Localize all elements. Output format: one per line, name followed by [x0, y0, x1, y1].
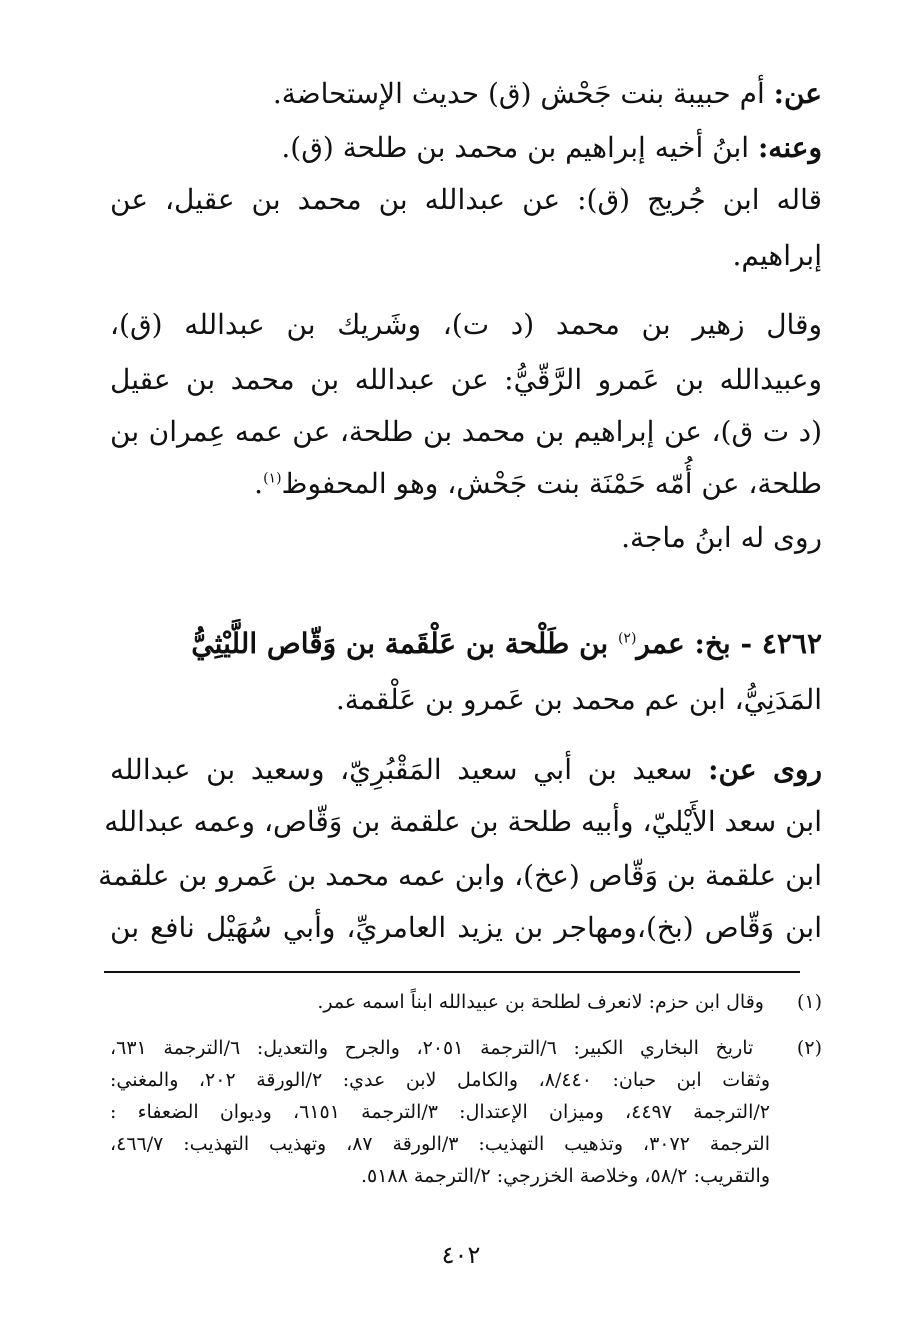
- footnote-2-line: وثقات ابن حبان: ٨/٤٤٠، والكامل لابن عدي: ٢/الورقة ٢٠٢، والمغني:: [110, 1069, 770, 1091]
- footnote-1-number: (١): [796, 991, 822, 1013]
- rawa-an-text: سعيد بن أبي سعيد المَقْبُرِيّ، وسعيد بن عبدالله: [110, 753, 693, 786]
- text-line: ابن سعد الأَيْليّ، وأبيه طلحة بن علقمة بن وَقّاص، وعمه عبدالله: [104, 805, 822, 838]
- entry-heading-part2: بن طَلْحة بن عَلْقَمة بن وَقّاص اللَّيْثِيُّ: [191, 627, 618, 660]
- narrated-from-line: [110, 74, 822, 114]
- narrators-from-him-line: [110, 128, 822, 168]
- footnote-2-text: تاريخ البخاري الكبير: ٦/الترجمة ٢٠٥١، والجرح والتعديل: ٦/الترجمة ٦٣١،: [110, 1037, 754, 1059]
- footnote-2-line: والتقريب: ٥٨/٢، وخلاصة الخزرجي: ٢/الترجمة ٥١٨٨.: [360, 1165, 770, 1187]
- text-line: وعبيدالله بن عَمرو الرَّقّيُّ: عن عبدالله بن محمد بن عقيل: [110, 363, 822, 396]
- page-number: ٤٠٢: [441, 1241, 481, 1269]
- text-segment: طلحة، عن أُمّه حَمْنَة بنت جَحْش، وهو المحفوظ: [281, 467, 822, 500]
- narrated-from-text: أم حبيبة بنت جَحْش (ق) حديث الإستحاضة.: [272, 77, 765, 110]
- text-line: ابن علقمة بن وَقّاص (عخ)، وابن عمه محمد بن عَمرو بن علقمة: [98, 859, 822, 892]
- text-line: وقال زهير بن محمد (د ت)، وشَريك بن عبدالله (ق)،: [110, 308, 822, 341]
- text-line: إبراهيم.: [732, 239, 822, 272]
- rawa-lahu-line: روى له ابنُ ماجة.: [621, 521, 822, 554]
- footnote-separator: [104, 971, 800, 973]
- footnote-2-line: الترجمة ٣٠٧٢، وتذهيب التهذيب: ٣/الورقة ٨٧، وتهذيب التهذيب: ٤٦٦/٧،: [110, 1133, 770, 1155]
- narrators-from-him-text: ابنُ أخيه إبراهيم بن محمد بن طلحة (ق).: [281, 131, 750, 164]
- entry-heading-line2: المَدَنِيُّ، ابن عم محمد بن عَمرو بن عَلْقمة.: [335, 683, 822, 716]
- text-segment-end: .: [254, 467, 264, 500]
- footnote-1-text: وقال ابن حزم: لانعرف لطلحة بن عبيدالله ابناً اسمه عمر.: [317, 991, 764, 1013]
- text-line-with-footnote: [110, 464, 822, 504]
- footnote-1: [110, 988, 822, 1016]
- text-line: قاله ابن جُريج (ق): عن عبدالله بن محمد بن عقيل، عن: [110, 183, 822, 216]
- entry-heading: [110, 624, 822, 664]
- rawa-an-line: [110, 750, 822, 790]
- footnote-ref-1: (١): [263, 470, 282, 487]
- narrated-from-label: عن:: [773, 77, 822, 110]
- footnote-ref-2: (٢): [617, 630, 637, 647]
- rawa-an-label: روى عن:: [708, 753, 822, 786]
- footnote-2-number: (٢): [796, 1037, 822, 1059]
- text-line: ابن وَقّاص (بخ)،ومهاجر بن يزيد العامريِّ، وأبي سُهَيْل نافع بن: [110, 911, 822, 944]
- entry-heading-part1: ٤٢٦٢ - بخ: عمر: [636, 627, 822, 660]
- footnote-2-line: ٢/الترجمة ٤٤٩٧، وميزان الإعتدال: ٣/الترجمة ٦١٥١، وديوان الضعفاء :: [110, 1101, 770, 1123]
- text-line: (د ت ق)، عن إبراهيم بن محمد بن طلحة، عن عمه عِمران بن: [110, 415, 822, 448]
- footnote-2: [110, 1034, 822, 1062]
- narrators-from-him-label: وعنه:: [757, 131, 822, 164]
